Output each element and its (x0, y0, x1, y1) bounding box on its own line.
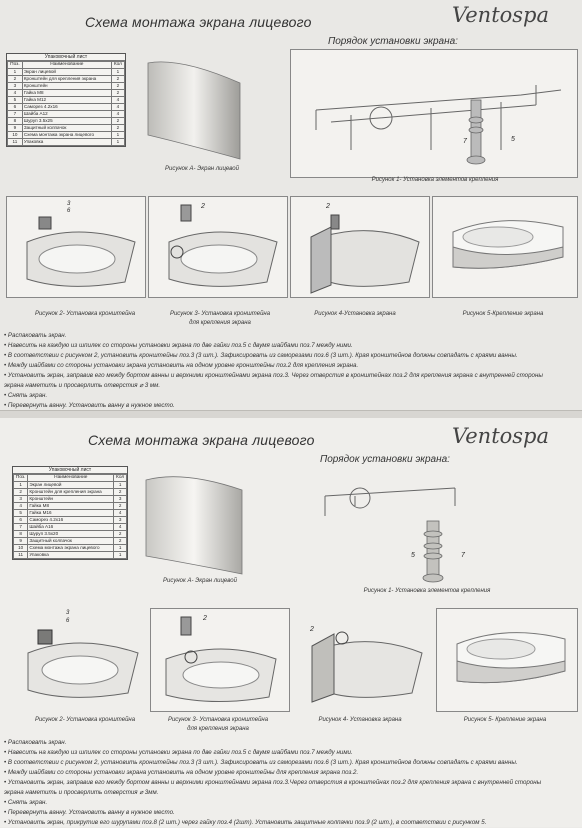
table-cell: Защитный колпачок (28, 538, 114, 545)
table-cell: 4 (111, 111, 124, 118)
figure-1-box (285, 466, 576, 586)
packing-list-header-cell: Поз. (14, 475, 28, 482)
table-cell: 4 (14, 503, 28, 510)
table-cell: 3 (14, 496, 28, 503)
table-cell: 4 (114, 510, 127, 517)
label-pos-7: 7 (461, 552, 465, 559)
table-cell: 1 (14, 482, 28, 489)
table-row (14, 524, 127, 531)
table-cell: Кронштейн для крепления экрана (22, 76, 111, 83)
table-cell: 4 (111, 97, 124, 104)
table-cell: 2 (114, 531, 127, 538)
table-cell: 6 (14, 517, 28, 524)
table-cell: 2 (114, 503, 127, 510)
packing-list-header-cell: Кол (111, 62, 124, 69)
figure-4-caption: Рисунок 4-Установка экрана (314, 311, 396, 317)
figure-2-box (6, 196, 146, 298)
instruction-step: • Установить экран, заправив его между бортом ванны и верхними кронштейнами экрана поз.3.Через отверстия в кронштейнах поз.2 для крепления экрана с внутренней стороны (4, 779, 542, 786)
table-cell: Гайка М12 (22, 97, 111, 104)
table-row (14, 503, 127, 510)
table-cell: 2 (111, 118, 124, 125)
figure-5-box (436, 608, 578, 712)
figure-3-caption-2: для крепления экрана (187, 726, 249, 732)
label-pos-6: 6 (66, 618, 70, 624)
instruction-step: • Установить экран, прикрутив его шурупами поз.8 (2 шт.) через гайку поз.4 (2шт). Установить защитные колпачки поз.9 (2 шт.), в соответствии с рисунком 5. (4, 819, 487, 826)
table-cell: 1 (111, 139, 124, 146)
instruction-sheet-1 (0, 0, 582, 410)
figure-3-caption-2: для крепления экрана (189, 320, 251, 326)
table-cell: 9 (14, 538, 28, 545)
table-cell: Упаковка (22, 139, 111, 146)
table-cell: 2 (111, 83, 124, 90)
table-cell: 9 (8, 125, 23, 132)
table-row (14, 545, 127, 552)
table-row (14, 482, 127, 489)
table-row (14, 517, 127, 524)
sheet-title: Схема монтажа экрана лицевого (85, 14, 312, 30)
instruction-step: • Распаковать экран. (4, 739, 67, 746)
instruction-step: • Навесить на каждую из шпилек со стороны установки экрана по две гайки поз.5 с двумя шайбами поз.7 между ними. (4, 749, 353, 756)
table-cell: Схема монтажа экрана лицевого (28, 545, 114, 552)
table-cell: Шайба А16 (28, 524, 114, 531)
label-pos-6: 6 (67, 208, 71, 214)
table-cell: Гайка М16 (28, 510, 114, 517)
table-cell: 2 (111, 76, 124, 83)
table-row (14, 538, 127, 545)
label-pos-5: 5 (411, 552, 415, 559)
table-cell: 3 (8, 83, 23, 90)
figure-3-caption: Рисунок 3- Установка кронштейна (167, 717, 269, 723)
table-cell: 2 (111, 90, 124, 97)
figure-5-box (432, 196, 578, 298)
instruction-step: • Навесить на каждую из шпилек со стороны установки экрана по две гайки поз.5 с двумя шайбами поз.7 между ними. (4, 342, 353, 349)
figure-5-caption: Рисунок 5-Крепление экрана (462, 311, 544, 317)
figure-a-screen (138, 466, 250, 576)
packing-list (6, 53, 126, 147)
table-row (8, 69, 125, 76)
instruction-step: • Между шайбами со стороны установки экрана установить на одном уровне кронштейны для крепления экрана поз.2. (4, 769, 359, 776)
brand-logo: Ventospa (452, 424, 550, 448)
figure-a-screen (140, 55, 250, 165)
instruction-step: • Распаковать экран. (4, 332, 67, 339)
table-cell: 4 (111, 104, 124, 111)
table-row (8, 97, 125, 104)
table-cell: Кронштейн (28, 496, 114, 503)
table-cell: 2 (114, 489, 127, 496)
figure-3-box (148, 196, 288, 298)
table-cell: 1 (114, 552, 127, 559)
table-cell: 8 (14, 531, 28, 538)
table-row (8, 76, 125, 83)
table-row (8, 118, 125, 125)
table-row (8, 90, 125, 97)
table-cell: 7 (14, 524, 28, 531)
instruction-step: • Снять экран. (4, 392, 48, 399)
order-title: Порядок установки экрана: (320, 454, 450, 465)
table-cell: 1 (8, 69, 23, 76)
table-cell: Упаковка (28, 552, 114, 559)
table-cell: 2 (111, 125, 124, 132)
order-title: Порядок установки экрана: (328, 36, 458, 47)
instruction-step: • Установить экран, заправив его между бортом ванны и верхними кронштейнами экрана поз.3. Через отверстия в кронштейнах поз.2 для крепления экрана с внутренней стороны (4, 372, 543, 379)
packing-list-header-cell: Поз. (8, 62, 23, 69)
table-row (14, 531, 127, 538)
table-cell: 11 (8, 139, 23, 146)
instruction-step: • В соответствии с рисунком 2, установить кронштейны поз.3 (3 шт.). Зафиксировать из саморезами поз.6 (3 шт.). Края кронштейнов должны совпадать с краями ванны. (4, 759, 518, 766)
table-cell: Кронштейн (22, 83, 111, 90)
figure-2-caption: Рисунок 2- Установка кронштейна (34, 717, 136, 723)
instruction-step: • Перевернуть ванну. Установить ванну в нужное место. (4, 809, 175, 816)
label-pos-2: 2 (201, 203, 205, 210)
instruction-step: экрана наметить и просверлить отверстия ⌀ 3 мм. (4, 382, 161, 389)
table-cell: 8 (8, 118, 23, 125)
figure-1-caption: Рисунок 1- Установка элементов крепления (363, 588, 491, 594)
table-cell: 11 (14, 552, 28, 559)
table-cell: Экран лицевой (22, 69, 111, 76)
table-cell: 3 (114, 496, 127, 503)
packing-list-caption: Упаковочный лист (7, 54, 125, 61)
figure-4-caption: Рисунок 4- Установка экрана (318, 717, 402, 723)
table-cell: Гайка М8 (22, 90, 111, 97)
instructions-list (4, 331, 543, 421)
table-row (14, 510, 127, 517)
table-cell: Гайка М8 (28, 503, 114, 510)
table-row (8, 111, 125, 118)
table-cell: Схема монтажа экрана лицевого (22, 132, 111, 139)
figure-4-box (290, 196, 430, 298)
table-cell: Саморез 4.2х16 (28, 517, 114, 524)
table-cell: 6 (8, 104, 23, 111)
packing-list-header-cell: Кол (114, 475, 127, 482)
figure-4-box (292, 608, 432, 708)
table-cell: 4 (114, 524, 127, 531)
table-cell: 10 (14, 545, 28, 552)
packing-list-header-cell: Наименование (22, 62, 111, 69)
label-pos-2: 2 (203, 615, 207, 622)
table-cell: 1 (114, 482, 127, 489)
table-row (8, 125, 125, 132)
figure-2-box (8, 608, 148, 708)
label-pos-5: 5 (511, 136, 515, 143)
instructions-list (4, 738, 541, 828)
table-cell: 2 (14, 489, 28, 496)
instruction-step: • Снять экран. (4, 799, 48, 806)
figure-3-box (150, 608, 290, 712)
table-row (8, 104, 125, 111)
instruction-step: • Перевернуть ванну. Установить ванну в нужное место. (4, 402, 175, 409)
figure-2-caption: Рисунок 2- Установка кронштейна (34, 311, 136, 317)
figure-a-caption: Рисунок А- Экран лицевой (163, 578, 237, 584)
table-cell: Шуруп 3.5х20 (28, 531, 114, 538)
table-cell: Кронштейн для крепления экрана (28, 489, 114, 496)
table-cell: 1 (111, 132, 124, 139)
packing-list (12, 466, 128, 560)
table-cell: 1 (114, 545, 127, 552)
table-cell: 2 (8, 76, 23, 83)
instruction-step: • Между шайбами со стороны установки экрана установить на одном уровне кронштейны поз.2 для крепления экрана. (4, 362, 359, 369)
table-cell: 4 (8, 90, 23, 97)
table-cell: 1 (111, 69, 124, 76)
packing-list-header (14, 475, 127, 482)
sheet-title: Схема монтажа экрана лицевого (88, 432, 315, 448)
table-cell: Саморез 4.2х16 (22, 104, 111, 111)
instruction-step: • В соответствии с рисунком 2, установить кронштейны поз.3 (3 шт.). Зафиксировать из саморезами поз.6 (3 шт.). Края кронштейнов должны совпадать с краями ванны. (4, 352, 518, 359)
instruction-step: экрана наметить и просверлить отверстия ⌀ 3мм. (4, 789, 159, 796)
figure-a-caption: Рисунок А- Экран лицевой (165, 166, 239, 172)
table-row (14, 496, 127, 503)
figure-3-caption: Рисунок 3- Установка кронштейна (169, 311, 271, 317)
table-cell: Защитный колпачок (22, 125, 111, 132)
packing-list-table (7, 61, 125, 146)
table-cell: 2 (114, 538, 127, 545)
table-cell: Шуруп 3.5х25 (22, 118, 111, 125)
packing-list-header-cell: Наименование (28, 475, 114, 482)
table-cell: 7 (8, 111, 23, 118)
table-cell: 3 (114, 517, 127, 524)
table-cell: Экран лицевой (28, 482, 114, 489)
packing-list-header (8, 62, 125, 69)
label-pos-2b: 2 (326, 203, 330, 210)
table-cell: 10 (8, 132, 23, 139)
table-cell: 5 (14, 510, 28, 517)
table-row (8, 132, 125, 139)
label-pos-2b: 2 (310, 626, 314, 633)
table-row (14, 552, 127, 559)
table-row (14, 489, 127, 496)
table-cell: 5 (8, 97, 23, 104)
figure-1-caption: Рисунок 1- Установка элементов крепления (371, 177, 499, 183)
table-row (8, 83, 125, 90)
instruction-sheet-2 (0, 418, 582, 827)
label-pos-3: 3 (67, 201, 71, 207)
figure-5-caption: Рисунок 5- Крепление экрана (463, 717, 547, 723)
packing-list-table (13, 474, 127, 559)
brand-logo: Ventospa (452, 3, 550, 27)
label-pos-7: 7 (463, 138, 467, 145)
table-row (8, 139, 125, 146)
table-cell: Шайба А12 (22, 111, 111, 118)
packing-list-caption: Упаковочный лист (13, 467, 127, 474)
label-pos-3: 3 (66, 610, 70, 616)
figure-1-box (290, 49, 578, 178)
